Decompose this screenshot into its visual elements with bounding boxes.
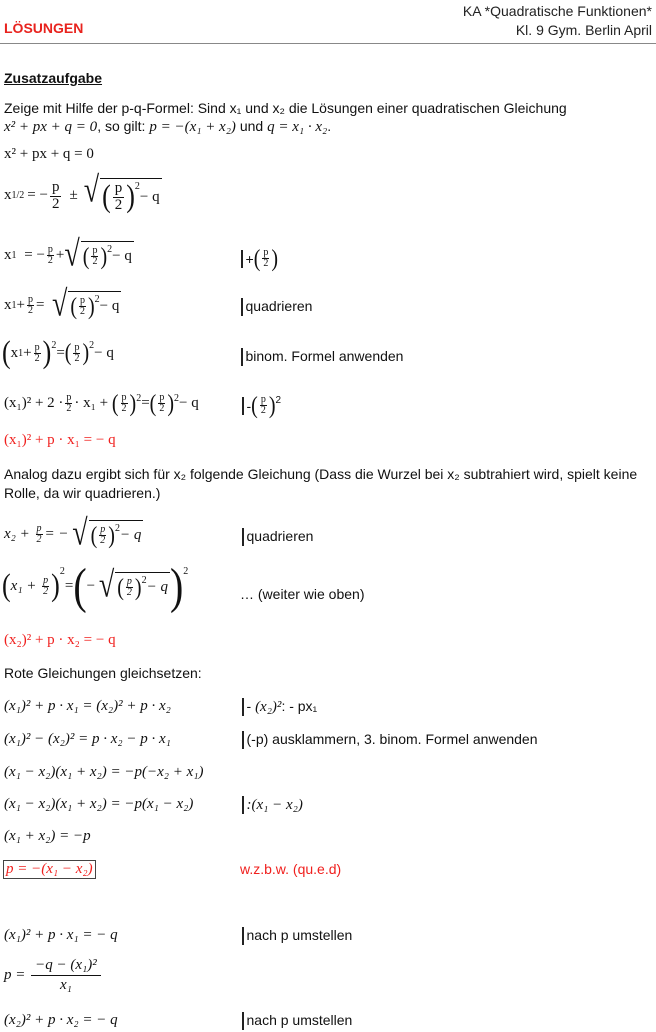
separator-bar [242, 927, 244, 945]
header-divider [0, 43, 656, 44]
separator-bar [242, 397, 244, 415]
equation-7-red: (x₁)² + p · x₁ = − q [4, 432, 116, 448]
eq2-sub: 1/2 [11, 190, 25, 201]
annotation-weiter-wie-oben: … (weiter wie oben) [240, 586, 365, 602]
equation-2 [4, 170, 162, 214]
square-root: √ ( $\frac{p}{2}$ ) $^2$ − q [98, 565, 168, 606]
fraction: $\frac{\text{−q − (x₁)²}}{\text{x₁}}$ [31, 958, 101, 993]
paragraph-analog-1: Analog dazu ergibt sich für x₂ folgende Gleichung (Dass die Wurzel bei x₂ subtrahiert wird, spielt keine [4, 466, 638, 482]
paragraph-analog-2: Rolle, da wir quadrieren.) [4, 485, 161, 501]
solutions-label: LÖSUNGEN [4, 20, 84, 36]
eq2-x: x [4, 187, 12, 203]
equation-18: p = $\frac{\text{−q − (x₁)²}}{\text{x₁}}$ [4, 958, 103, 993]
intro-q-formula: q = x₁ · x₂ [267, 119, 328, 135]
separator-bar [242, 731, 244, 749]
separator-bar [242, 1012, 244, 1030]
separator-bar [241, 298, 243, 316]
square-root: √ ( $\frac{p}{2}$ ) $^2$ − q [51, 284, 120, 325]
annotation-divide: :(x₁ − x₂) [242, 796, 303, 814]
equation-15: (x₁ + x₂) = −p [4, 828, 91, 844]
equation-13: (x₁ − x₂)(x₁ + x₂) = −p(−x₂ + x₁) [4, 764, 204, 780]
equation-4: x 1 + $\frac{p}{2}$ = √ ( $\frac{p}{2}$ ) $^2$ − q [4, 284, 120, 325]
header-subtitle: Kl. 9 Gym. Berlin April [515, 22, 652, 38]
annotation-subtract: - (x₂)²: - px₁ [242, 698, 317, 716]
fraction: $\frac{p}{2}$ [51, 178, 60, 212]
annotation-quadrieren-2: quadrieren [242, 528, 313, 546]
intro-p-formula: p = −(x₁ + x₂) [149, 119, 236, 135]
plus-minus: ± [69, 187, 78, 203]
equation-1: x² + px + q = 0 [4, 146, 94, 162]
equation-19: (x₂)² + p · x₂ = − q [4, 1012, 118, 1028]
equation-9: ( x₁ + $\frac{p}{2}$ ) $^2$ = ( − √ ( $\frac{p}{2}$ ) $^2$ − q ) $^2$ [2, 557, 189, 614]
equation-17: (x₁)² + p · x₁ = − q [4, 927, 118, 943]
intro-text: , so gilt: [97, 118, 150, 134]
equation-5: ( x 1 + $\frac{p}{2}$ ) $^2$ = ( $\frac{p}{2}$ ) $^2$ − q [2, 335, 114, 370]
annotation-umstellen-2: nach p umstellen [242, 1012, 352, 1030]
equation-10-red: (x₂)² + p · x₂ = − q [4, 632, 116, 648]
equation-16-result: p = −(x₁ − x₂) [3, 860, 96, 879]
annotation-qed: w.z.b.w. (qu.e.d) [240, 861, 342, 877]
intro-equation: x² + px + q = 0 [4, 119, 98, 135]
separator-bar [241, 348, 243, 366]
intro-und: und [235, 118, 268, 134]
equation-6: (x₁)² + 2 · $\frac{p}{2}$ · x₁ + ( $\frac{p}{2}$ ) $^2$ = ( $\frac{p}{2}$ ) $^2$ − q [4, 390, 199, 417]
separator-bar [242, 528, 244, 546]
separator-bar [242, 796, 244, 814]
separator-bar [241, 250, 243, 268]
equation-3: x 1 = − $\frac{p}{2}$ + √ ( $\frac{p}{2}$ ) $^2$ − q [4, 234, 132, 275]
separator-bar [242, 698, 244, 716]
intro-end: . [327, 118, 332, 134]
square-root: √ ( $\frac{p}{2}$ ) $^2$ − q [83, 170, 160, 214]
annotation-minus-p-half-sq: - ( $\frac{p}{2}$ ) $^2$ [242, 395, 281, 416]
equation-8: x₂ + $\frac{p}{2}$ = − √ ( $\frac{p}{2}$ ) $^2$ − q [4, 513, 142, 554]
annotation-add-p-half: + ( $\frac{p}{2}$ ) [241, 248, 278, 269]
paragraph-gleichsetzen: Rote Gleichungen gleichsetzen: [4, 665, 202, 681]
annotation-umstellen-1: nach p umstellen [242, 927, 352, 945]
annotation-quadrieren-1: quadrieren [241, 298, 312, 316]
header-title: KA *Quadratische Funktionen* [462, 3, 652, 19]
section-title: Zusatzaufgabe [4, 70, 103, 86]
intro-line-1: Zeige mit Hilfe der p-q-Formel: Sind x₁ und x₂ die Lösungen einer quadratischen Gleichung [4, 100, 567, 116]
square-root: √ ( $\frac{p}{2}$ ) $^2$ − q [64, 234, 132, 275]
eq2-eq: = − [27, 187, 48, 203]
equation-11: (x₁)² + p · x₁ = (x₂)² + p · x₂ [4, 698, 171, 714]
annotation-ausklammern: (-p) ausklammern, 3. binom. Formel anwenden [242, 731, 538, 749]
fraction: $\frac{p}{2}$ [47, 243, 53, 266]
intro-line-2 [4, 117, 331, 137]
equation-12: (x₁)² − (x₂)² = p · x₂ − p · x₁ [4, 731, 171, 747]
annotation-binom: binom. Formel anwenden [241, 348, 403, 366]
square-root: √ ( $\frac{p}{2}$ ) $^2$ − q [72, 513, 142, 554]
equation-14: (x₁ − x₂)(x₁ + x₂) = −p(x₁ − x₂) [4, 796, 194, 812]
